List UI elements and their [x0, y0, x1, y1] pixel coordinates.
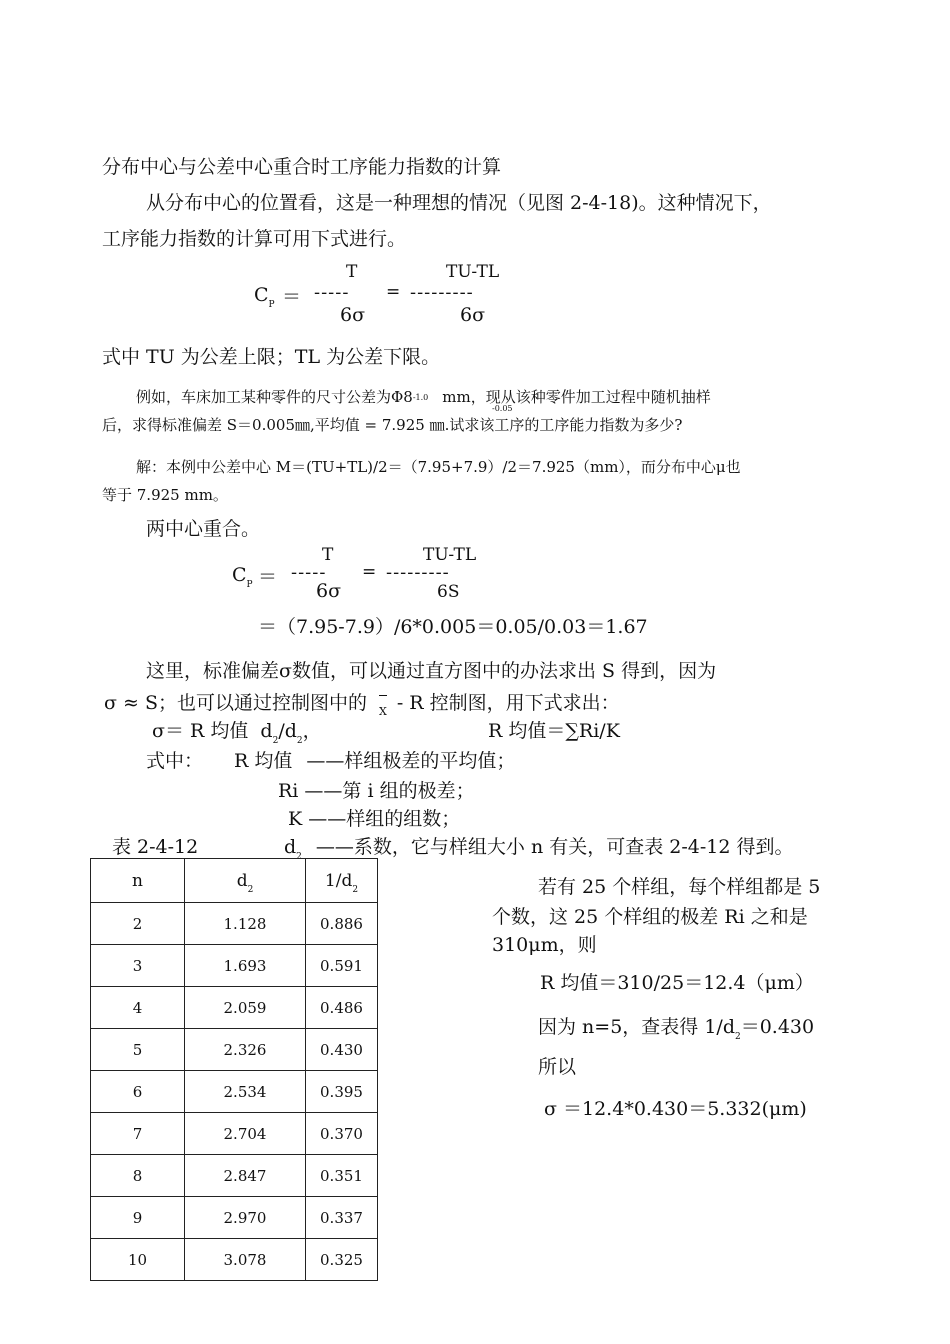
table-row	[91, 1113, 378, 1155]
cell-d2: 2.704	[185, 1113, 306, 1155]
header-n: n	[91, 859, 185, 903]
formula2-num-t: T	[322, 545, 334, 565]
cell-d2: 2.847	[185, 1155, 306, 1197]
side-r-mean: R 均值＝310/25＝12.4（μm）	[540, 972, 814, 994]
solution-line-2: 等于 7.925 mm。	[102, 486, 228, 504]
formula1-den-6sigma-1: 6σ	[340, 304, 366, 326]
side-line-1: 若有 25 个样组，每个样组都是 5	[538, 876, 821, 898]
where-d2-desc: ——系数，它与样组大小 n 有关，可查表 2-4-12 得到。	[315, 836, 794, 858]
where-d2-symbol: d	[284, 836, 297, 858]
formula1-num-tu-tl: TU-TL	[446, 262, 500, 282]
formula1-den-6sigma-2: 6σ	[460, 304, 486, 326]
example-line-2: 后，求得标准偏差 S＝0.005㎜,平均值 = 7.925 ㎜.试求该工序的工序能力指数为多少?	[102, 416, 683, 434]
where-r-mean	[234, 746, 515, 773]
cell-n: 7	[91, 1113, 185, 1155]
cell-inv-d2: 0.370	[306, 1113, 378, 1155]
table-row	[91, 903, 378, 945]
table-row	[91, 1071, 378, 1113]
d2-coefficient-table	[90, 858, 378, 1281]
formula2-den-6s: 6S	[437, 582, 460, 602]
paragraph-2-line-2	[104, 688, 620, 718]
formula2-equals-2: =	[362, 562, 377, 582]
para2-text-pre: σ ≈ S；也可以通过控制图中的	[104, 692, 367, 714]
where-d2	[284, 832, 794, 862]
cell-d2: 3.078	[185, 1239, 306, 1281]
sigma-formula	[152, 716, 322, 746]
where-d2-sub: 2	[296, 852, 302, 862]
header-inv-d2	[306, 859, 378, 903]
sigma-formula-left: σ＝ R 均值	[152, 720, 249, 742]
cell-inv-d2: 0.395	[306, 1071, 378, 1113]
side-because-pre: 因为 n=5，查表得 1/d	[538, 1016, 735, 1038]
table-row	[91, 1155, 378, 1197]
cell-n: 8	[91, 1155, 185, 1197]
cell-inv-d2: 0.430	[306, 1029, 378, 1071]
where-r-mean-desc: ——样组极差的平均值；	[306, 750, 516, 772]
cell-d2: 2.970	[185, 1197, 306, 1239]
sigma-formula-div: /d	[278, 720, 297, 742]
formula1-fraction-bar-2: ---------	[410, 282, 474, 303]
side-because	[538, 1012, 815, 1042]
formula1-num-t: T	[346, 262, 358, 282]
formula1-equals-2: =	[386, 282, 401, 302]
formula2-num-tu-tl: TU-TL	[423, 545, 477, 565]
cell-n: 2	[91, 903, 185, 945]
formula2-cp	[232, 564, 253, 590]
header-d2-sub: 2	[247, 884, 254, 895]
where-ri: Ri ——第 i 组的极差；	[278, 780, 475, 802]
sigma-formula-d-sub-2: 2	[296, 736, 303, 746]
cell-d2: 2.326	[185, 1029, 306, 1071]
tolerance-lower: -0.05	[492, 404, 513, 413]
paragraph-1-line-1: 从分布中心的位置看，这是一种理想的情况（见图 2-4-18)。这种情况下，	[146, 192, 772, 214]
table-row	[91, 1197, 378, 1239]
para2-text-post: - R 控制图，用下式求出：	[396, 692, 620, 714]
cell-d2: 2.534	[185, 1071, 306, 1113]
table-header-row	[91, 859, 378, 903]
paragraph-1-line-2: 工序能力指数的计算可用下式进行。	[102, 228, 407, 250]
cell-n: 5	[91, 1029, 185, 1071]
formula1-cp	[254, 284, 275, 310]
formula2-fraction-bar-1: -----	[291, 562, 327, 583]
paragraph-2-line-1: 这里，标准偏差σ数值，可以通过直方图中的办法求出 S 得到，因为	[146, 660, 717, 682]
cell-n: 3	[91, 945, 185, 987]
cell-d2: 2.059	[185, 987, 306, 1029]
side-because-post: ＝0.430	[740, 1016, 815, 1038]
side-line-3: 310μm，则	[492, 934, 597, 956]
formula2-fraction-bar-2: ---------	[386, 562, 450, 583]
cell-inv-d2: 0.591	[306, 945, 378, 987]
solution-line-1: 解：本例中公差中心 M＝(TU+TL)/2＝（7.95+7.9）/2＝7.925（mm），而分布中心μ也	[136, 458, 741, 476]
where-k: K ——样组的组数；	[288, 808, 461, 830]
cell-d2: 1.693	[185, 945, 306, 987]
header-d2-letter: d	[236, 870, 248, 891]
sigma-formula-d-sub: 2	[272, 736, 279, 746]
sigma-formula-comma: ，	[302, 720, 322, 742]
formula1-cp-letter: C	[254, 284, 269, 306]
header-inv-d2-sub: 2	[352, 884, 359, 895]
where-tu-tl: 式中 TU 为公差上限；TL 为公差下限。	[102, 346, 441, 368]
side-line-2: 个数，这 25 个样组的极差 Ri 之和是	[492, 906, 808, 928]
side-because-sub: 2	[734, 1032, 741, 1042]
table-caption: 表 2-4-12	[112, 836, 199, 858]
formula2-cp-sub: P	[246, 580, 253, 590]
tolerance-upper: -1.0	[412, 393, 429, 402]
where-r-mean-symbol: R 均值	[234, 750, 293, 772]
cell-inv-d2: 0.325	[306, 1239, 378, 1281]
where-label: 式中：	[146, 750, 204, 772]
side-so: 所以	[538, 1056, 577, 1078]
cell-n: 4	[91, 987, 185, 1029]
table-row	[91, 1239, 378, 1281]
example-text-post: mm，现从该种零件加工过程中随机抽样	[442, 388, 711, 406]
side-sigma-result: σ ＝12.4*0.430＝5.332(μm)	[544, 1098, 807, 1120]
formula1-fraction-bar-1: -----	[314, 282, 350, 303]
formula1-cp-sub: P	[268, 300, 275, 310]
formula2-equals: ＝	[258, 566, 278, 588]
cell-inv-d2: 0.351	[306, 1155, 378, 1197]
cell-n: 9	[91, 1197, 185, 1239]
cell-n: 10	[91, 1239, 185, 1281]
cell-d2: 1.128	[185, 903, 306, 945]
example-text-pre: 例如，车床加工某种零件的尺寸公差为Φ8	[136, 388, 413, 406]
formula1-equals: ＝	[282, 286, 302, 308]
table-row	[91, 987, 378, 1029]
two-centers-coincide: 两中心重合。	[146, 518, 261, 540]
r-mean-formula: R 均值＝∑Ri/K	[488, 720, 620, 742]
x-bar-symbol: X	[379, 705, 387, 718]
sigma-formula-d: d	[260, 720, 273, 742]
example-line-1	[136, 386, 711, 407]
cell-inv-d2: 0.337	[306, 1197, 378, 1239]
table-row	[91, 945, 378, 987]
formula2-result: ＝（7.95-7.9）/6*0.005＝0.05/0.03＝1.67	[258, 616, 648, 638]
header-inv-d2-letter: 1/d	[324, 870, 353, 891]
cell-inv-d2: 0.486	[306, 987, 378, 1029]
header-d2	[185, 859, 306, 903]
table-row	[91, 1029, 378, 1071]
cell-n: 6	[91, 1071, 185, 1113]
formula2-den-6sigma: 6σ	[316, 580, 342, 602]
section-title: 分布中心与公差中心重合时工序能力指数的计算	[102, 156, 502, 178]
cell-inv-d2: 0.886	[306, 903, 378, 945]
formula2-cp-letter: C	[232, 564, 247, 586]
